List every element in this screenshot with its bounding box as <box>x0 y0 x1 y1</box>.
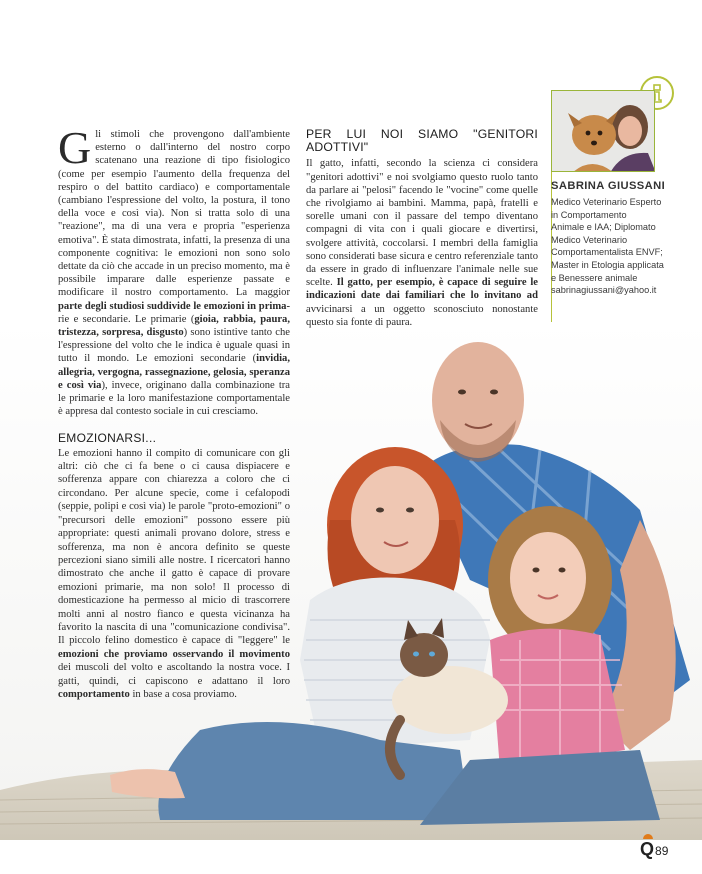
left-column <box>58 122 290 701</box>
genitori-text-2: avvicinarsi a un oggetto sconosciuto nonostante questo sia fonte di paura. <box>306 303 538 328</box>
intro-bold-2: gioia, rabbia, paura, tristezza, sorpresa, disgusto <box>58 313 290 339</box>
section-heading-genitori: PER LUI NOI SIAMO "GENITORI ADOTTIVI" <box>306 127 538 155</box>
author-bio <box>551 196 669 297</box>
author-bio-line: in Comportamento <box>551 209 627 220</box>
intro-text-2: rie e secondarie. Le primarie ( <box>58 313 195 325</box>
emozionarsi-paragraph <box>58 447 290 702</box>
section-heading-emozionarsi: EMOZIONARSI... <box>58 431 157 446</box>
drop-cap: G <box>58 122 92 173</box>
body-text-2: dei muscoli del volto e ascoltando la nostra voce. I gatti, quindi, ci capiscono e adattano il loro <box>58 662 290 687</box>
magazine-logo: Q <box>640 839 655 859</box>
intro-bold-3: invidia, allegria, vergogna, rassegnazione, gelosia, speranza e così via <box>58 353 290 391</box>
author-photo <box>551 90 655 172</box>
author-bio-line: e Benessere animale <box>551 272 638 283</box>
author-bio-line: Medico Veterinario Esperto <box>551 197 662 207</box>
author-bio-line: Animale e IAA; Diplomato <box>551 222 656 233</box>
genitori-bold-1: Il gatto, per esempio, è capace di seguire le indicazioni date dai familiari che lo invitano ad <box>306 277 538 302</box>
body-text-3: in base a cosa proviamo. <box>132 688 237 700</box>
intro-text-3: ) sono istintive tanto che l'espressione del volto che le indica è uguale quasi in tutto il mondo. Le emozioni secondarie ( <box>58 327 290 365</box>
author-bio-line: Master in Etologia applicata <box>551 259 664 270</box>
folio-dot-icon <box>643 834 653 839</box>
genitori-text-1: Il gatto, infatti, secondo la scienza ci considera "genitori adottivi" e noi svolgiamo questo ruolo tanto da parlare ai "pelosi" facendo le "vocine" come quelle che rivolgiamo ai bambini. Mamma, papà, fratelli e sorelle umani con il passare del tempo diventano compagni di vita con i quali giocare e divertirsi, svolgere attività, coccolarsi. I membri della famiglia sono considerati base sicura e centro referenziale tanto da essere in grado di influenzare l'animale nelle sue scelte. <box>306 158 538 289</box>
intro-text-4: ), invece, originano dalla combinazione tra le primarie e la loro manifestazione comportamentale è appresa dal contesto sociale in cui cresciamo. <box>58 379 290 418</box>
intro-paragraph <box>58 122 290 418</box>
genitori-paragraph <box>306 157 538 329</box>
body-bold-1: emozioni che proviamo osservando il movimento <box>58 648 290 660</box>
right-column <box>306 128 538 329</box>
author-bio-line: Comportamentalista ENVF; <box>551 247 663 258</box>
author-portrait <box>552 91 655 172</box>
body-bold-2: comportamento <box>58 688 130 700</box>
page-folio <box>640 840 668 858</box>
author-name: SABRINA GIUSSANI <box>551 180 666 192</box>
author-box <box>551 90 681 297</box>
author-bio-line: Medico Veterinario <box>551 234 628 245</box>
page-number: 89 <box>655 844 669 858</box>
body-text-1: Le emozioni hanno il compito di comunicare con gli altri: ciò che ci fa bene o ci causa dispiacere e sofferenza appare con chiarezza a coloro che ci circondano. Per alcune specie, come i cefalopodi (seppie, polipi e così via) le parole "proto-emozioni" o "precursori delle emozioni" possono essere più appropriate: questi animali provano dolore, stress e sofferenza, ma non è ancora definito se queste percezioni siano simili alle nostre. I ricercatori hanno dimostrato che anche il gatto è capace di provare emozioni primarie, ma non solo! Il processo di domesticazione ha permesso al micio di trascorrere molti anni al nostro fianco e questa vicinanza ha favorito la nascita di una "comunicazione condivisa". Il piccolo felino domestico è capace di "leggere" le <box>58 447 290 647</box>
intro-text-1: li stimoli che provengono dall'ambiente esterno o dall'interno del nostro corpo scatenano una reazione di tipo fisiologico (come per esempio l'aumento della frequenza del respiro o del battito cardiaco) e comportamentale (cambiano l'espressione del volto, la postura, il tono della voce e così via). Non si tratta solo di una "reazione", ma di una vera e propria "esperienza emotiva". È stata dimostrata, infatti, la presenza di una componente cognitiva: le emozioni non sono solo dettate da ciò che accade in un preciso momento, ma è possibile imparare dalle esperienze passate e modificare il nostro comportamento. La maggior <box>58 129 290 299</box>
author-email: sabrinagiussani@yahoo.it <box>551 285 657 296</box>
intro-bold-1: parte degli studiosi suddivide le emozioni in prima- <box>58 300 290 312</box>
